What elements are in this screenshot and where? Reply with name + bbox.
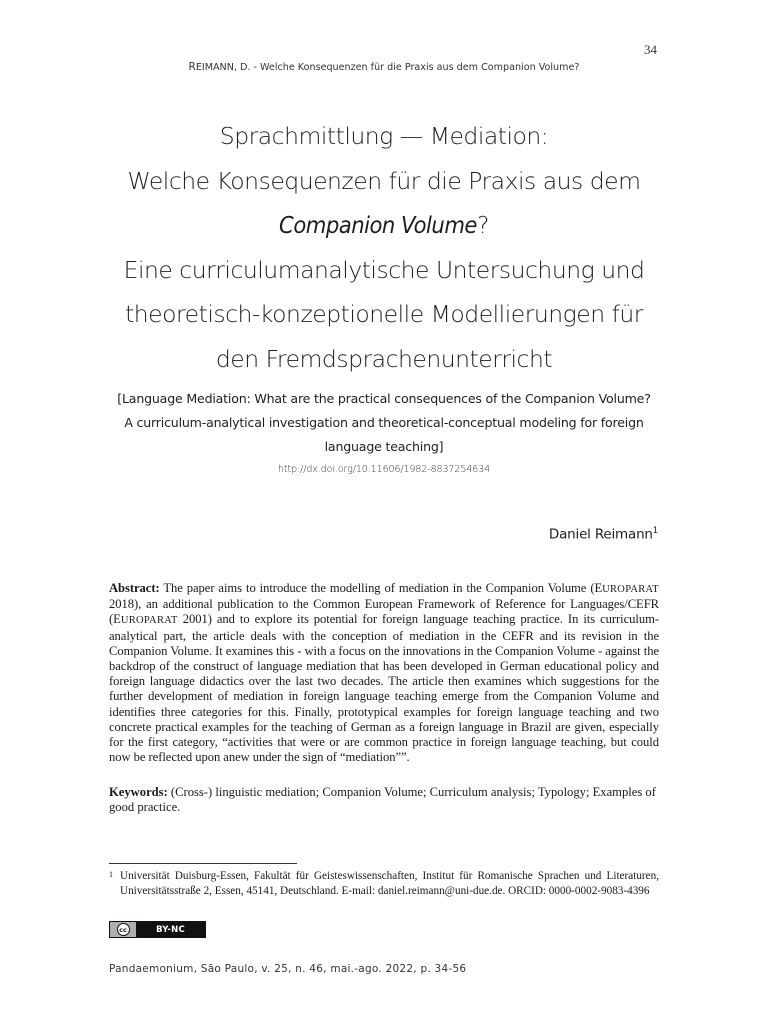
cc-by-nc-license-badge[interactable] xyxy=(109,921,206,938)
title-block xyxy=(84,114,684,475)
title-line-3 xyxy=(84,203,684,248)
footnote-mark: 1 xyxy=(109,870,113,879)
abstract-ref-2-initial: E xyxy=(113,612,121,627)
title-line-4: Eine curriculumanalytische Untersuchung und xyxy=(123,255,645,284)
author-name xyxy=(549,526,658,543)
abstract-text-2: 2018), an additional publication to the Common European Framework of Reference for Languages/CEFR ( xyxy=(109,597,659,627)
title-line-5: theoretisch-konzeptionelle Modellierungen für xyxy=(125,300,643,328)
abstract-ref-2-rest: UROPARAT xyxy=(120,615,178,627)
running-header-author-initial: R xyxy=(188,61,196,73)
title-line-6: den Fremdsprachenunterricht xyxy=(215,344,553,373)
footnote-text: Universität Duisburg-Essen, Fakultät für Geisteswissenschaften, Institut für Romanische Sprachen und Literaturen, Universitätsstraße 2, Essen, 45141, Deutschland. E-mail: daniel.reimann@uni-due.de. ORCID: 0000-0002-9083-4396 xyxy=(120,870,659,897)
author-footnote-mark[interactable]: 1 xyxy=(652,526,658,536)
footnote-1 xyxy=(109,869,659,899)
abstract-ref-1-rest: UROPARAT xyxy=(602,584,659,595)
running-header-author-rest: EIMANN xyxy=(195,62,234,73)
keywords-label: Keywords: xyxy=(109,785,168,799)
running-header-text: , D. - Welche Konsequenzen für die Praxis aus dem Companion Volume? xyxy=(233,62,580,73)
footnote-divider xyxy=(109,863,297,864)
title-line-1: Sprachmittlung — Mediation: xyxy=(219,122,549,150)
keywords-text: (Cross-) linguistic mediation; Companion Volume; Curriculum analysis; Typology; Examples of good practice. xyxy=(109,785,656,815)
abstract xyxy=(109,581,659,765)
abstract-text-3: 2001) and to explore its potential for foreign language teaching practice. In its curriculum-analytical part, the article deals with the conception of mediation in the CEFR and its revision in the Companion Volume. It examines this - with a focus on the innovations in the Companion Volume - against the backdrop of the construct of language mediation that has been developed in German educational policy and foreign language didactics over the last two decades. The article then examines which suggestions for the further development of mediation in foreign language teaching emerge from the Companion Volume and identifies three categories for this. Finally, prototypical examples for foreign language teaching and two concrete practical examples for the teaching of German as a foreign language in Brazil are given, especially for the first category, “activities that were or are common practice in foreign language teaching, but could now be reflected upon anew under the sign of “mediation””. xyxy=(109,612,659,765)
running-header xyxy=(0,61,768,73)
journal-footer: Pandaemonium, São Paulo, v. 25, n. 46, mai.-ago. 2022, p. 34-56 xyxy=(109,963,467,975)
title-italic-companion-volume: Companion Volume xyxy=(279,211,477,239)
creative-commons-icon: cc xyxy=(117,923,130,936)
license-label: BY-NC xyxy=(156,924,185,935)
title-line-2: Welche Konsequenzen für die Praxis aus dem xyxy=(127,166,641,195)
title-translation: [Language Mediation: What are the practical consequences of the Companion Volume? A curriculum-analytical investigation and theoretical-conceptual modeling for foreign language teaching] xyxy=(117,391,651,454)
author-name-text: Daniel Reimann xyxy=(548,526,653,543)
abstract-text-1: The paper aims to introduce the modelling of mediation in the Companion Volume ( xyxy=(159,581,595,595)
doi-link[interactable]: http://dx.doi.org/10.11606/1982-8837254634 xyxy=(277,464,491,475)
keywords xyxy=(109,785,659,815)
abstract-ref-1-initial: E xyxy=(594,581,603,595)
abstract-label: Abstract: xyxy=(109,581,160,595)
cc-icon-area xyxy=(110,922,136,937)
title-question-mark: ? xyxy=(476,211,489,239)
page-number: 34 xyxy=(644,42,657,57)
